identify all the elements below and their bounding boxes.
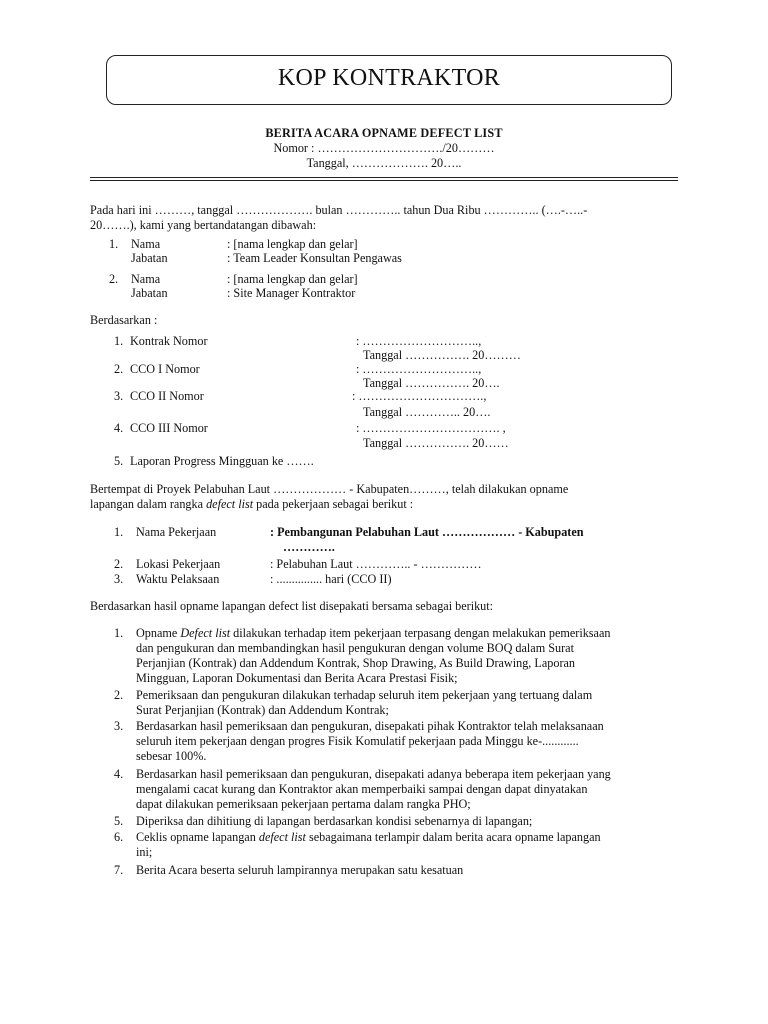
basis-value: : ……………………….., bbox=[356, 334, 482, 348]
agreement-number: 4. bbox=[114, 767, 124, 781]
results-heading: Berdasarkan hasil opname lapangan defect list disepakati bersama sebagai berikut: bbox=[90, 599, 494, 613]
agreement-line: Mingguan, Laporan Dokumentasi dan Berita Acara Prestasi Fisik; bbox=[136, 671, 458, 685]
signatory-position-value: : Team Leader Konsultan Pengawas bbox=[227, 251, 402, 265]
basis-number: 1. bbox=[114, 334, 124, 348]
agreement-line: mengalami cacat kurang dan Kontraktor akan memperbaiki sampai dengan dapat dinyatakan bbox=[136, 782, 588, 796]
signatory-number: 2. bbox=[109, 272, 119, 286]
agreement-line: dan pengukuran dan membandingkan hasil pengukuran dengan volume BOQ dalam Surat bbox=[136, 641, 574, 655]
intro-line-2: 20…….), kami yang bertandatangan dibawah: bbox=[90, 218, 317, 232]
basis-number: 2. bbox=[114, 362, 124, 376]
intro-line-1: Pada hari ini ………, tanggal ………………. bulan ………….. tahun Dua Ribu ………….. (….-…..- bbox=[90, 203, 588, 217]
basis-label: Kontrak Nomor bbox=[130, 334, 208, 348]
work-label: Lokasi Pekerjaan bbox=[136, 557, 221, 571]
signatory-name-label: Nama bbox=[131, 237, 161, 251]
agreement-line: Surat Perjanjian (Kontrak) dan Addendum Kontrak; bbox=[136, 703, 389, 717]
basis-date: Tanggal ……………. 20……… bbox=[363, 348, 521, 362]
work-value: : Pelabuhan Laut ………….. - …………… bbox=[270, 557, 482, 571]
agreement-line: Opname Defect list dilakukan terhadap item pekerjaan terpasang dengan melakukan pemeriksaan bbox=[136, 626, 611, 640]
basis-heading: Berdasarkan : bbox=[90, 313, 158, 327]
basis-value: : …………………………., bbox=[352, 389, 487, 403]
basis-date: Tanggal ……………. 20…. bbox=[363, 376, 500, 390]
agreement-number: 6. bbox=[114, 830, 124, 844]
agreement-line: Berdasarkan hasil pemeriksaan dan pengukuran, disepakati pihak Kontraktor telah melaksanaan bbox=[136, 719, 604, 733]
work-label: Nama Pekerjaan bbox=[136, 525, 217, 539]
basis-label: CCO II Nomor bbox=[130, 389, 204, 403]
document-date: Tanggal, ………………. 20….. bbox=[306, 156, 462, 170]
work-value: : ............... hari (CCO II) bbox=[270, 572, 392, 586]
basis-number: 5. bbox=[114, 454, 124, 468]
work-number: 3. bbox=[114, 572, 124, 586]
basis-label: CCO I Nomor bbox=[130, 362, 200, 376]
signatory-position-value: : Site Manager Kontraktor bbox=[227, 286, 356, 300]
signatory-position-label: Jabatan bbox=[131, 251, 168, 265]
work-value-continued: …………. bbox=[283, 540, 335, 554]
agreement-line: sebesar 100%. bbox=[136, 749, 207, 763]
basis-label: CCO III Nomor bbox=[130, 421, 208, 435]
document-number: Nomor : …………………………./20……… bbox=[273, 141, 495, 155]
agreement-number: 3. bbox=[114, 719, 124, 733]
work-value: : Pembangunan Pelabuhan Laut ……………… - Kabupaten bbox=[270, 525, 584, 539]
work-number: 2. bbox=[114, 557, 124, 571]
letterhead-text: KOP KONTRAKTOR bbox=[277, 65, 501, 91]
agreement-line: dapat dilakukan pemeriksaan pekerjaan pertama dalam rangka PHO; bbox=[136, 797, 471, 811]
location-line-1: Bertempat di Proyek Pelabuhan Laut ……………… - Kabupaten………, telah dilakukan opname bbox=[90, 482, 569, 496]
location-line-2: lapangan dalam rangka defect list pada pekerjaan sebagai berikut : bbox=[90, 497, 414, 511]
signatory-name-label: Nama bbox=[131, 272, 161, 286]
basis-number: 4. bbox=[114, 421, 124, 435]
agreement-number: 7. bbox=[114, 863, 124, 877]
letterhead-box bbox=[106, 55, 672, 105]
agreement-number: 5. bbox=[114, 814, 124, 828]
basis-label: Laporan Progress Mingguan ke ……. bbox=[130, 454, 314, 468]
document-title: BERITA ACARA OPNAME DEFECT LIST bbox=[265, 126, 503, 140]
agreement-line: Perjanjian (Kontrak) dan Addendum Kontrak, Shop Drawing, As Build Drawing, Laporan bbox=[136, 656, 576, 670]
signatory-name-value: : [nama lengkap dan gelar] bbox=[227, 272, 358, 286]
header-divider-bottom bbox=[90, 180, 678, 181]
signatory-name-value: : [nama lengkap dan gelar] bbox=[227, 237, 358, 251]
basis-value: : ……………………………. , bbox=[356, 421, 506, 435]
agreement-line: Berdasarkan hasil pemeriksaan dan pengukuran, disepakati adanya beberapa item pekerjaan yang bbox=[136, 767, 611, 781]
agreement-line: ini; bbox=[136, 845, 153, 859]
work-number: 1. bbox=[114, 525, 124, 539]
agreement-line: Diperiksa dan dihitiung di lapangan berdasarkan kondisi sebenarnya di lapangan; bbox=[136, 814, 533, 828]
agreement-line: seluruh item pekerjaan dengan progres Fisik Komulatif pekerjaan pada Minggu ke-............ bbox=[136, 734, 579, 748]
basis-date: Tanggal ……………. 20…… bbox=[363, 436, 509, 450]
agreement-number: 2. bbox=[114, 688, 124, 702]
basis-number: 3. bbox=[114, 389, 124, 403]
basis-value: : ……………………….., bbox=[356, 362, 482, 376]
header-divider-top bbox=[90, 177, 678, 178]
basis-date: Tanggal ………….. 20…. bbox=[363, 405, 491, 419]
work-label: Waktu Pelaksaan bbox=[136, 572, 220, 586]
agreement-line: Berita Acara beserta seluruh lampirannya merupakan satu kesatuan bbox=[136, 863, 464, 877]
signatory-number: 1. bbox=[109, 237, 119, 251]
agreement-number: 1. bbox=[114, 626, 124, 640]
signatory-position-label: Jabatan bbox=[131, 286, 168, 300]
agreement-line: Pemeriksaan dan pengukuran dilakukan terhadap seluruh item pekerjaan yang tertuang dalam bbox=[136, 688, 593, 702]
agreement-line: Ceklis opname lapangan defect list sebagaimana terlampir dalam berita acara opname lapangan bbox=[136, 830, 601, 844]
